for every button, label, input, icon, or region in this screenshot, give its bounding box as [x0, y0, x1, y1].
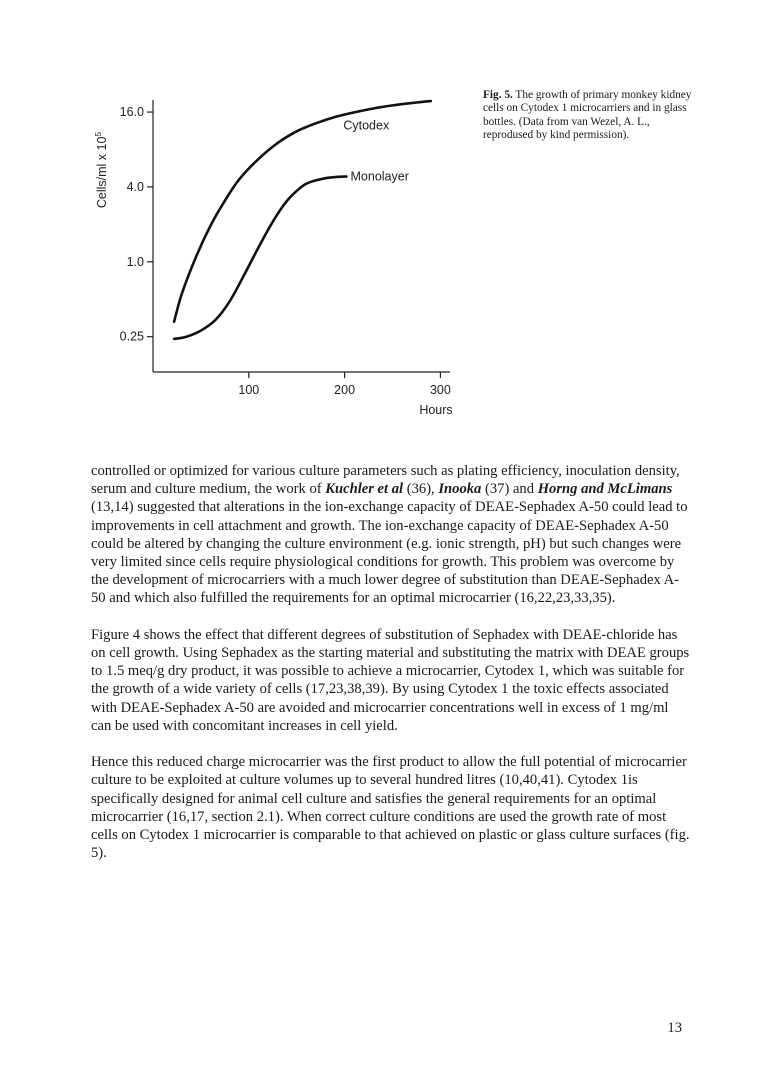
caption-text: The growth of primary monkey kidney cells on Cytodex 1 microcarriers and in glass bottles. (Data from van Wezel, A. L., reprodused by kind permission). — [483, 89, 692, 141]
paragraph-text: controlled or optimized for various culture parameters such as plating efficiency, inoculation density, serum and culture medium, the work of — [91, 463, 680, 498]
author-reference: Horng and McLimans — [537, 481, 673, 498]
y-tick-label: 16.0 — [119, 105, 144, 120]
series-line-monolayer — [174, 177, 346, 339]
body-paragraph — [91, 753, 691, 862]
series-layer — [174, 101, 431, 339]
y-tick-label: 4.0 — [126, 179, 144, 194]
y-axis-ticks — [120, 105, 153, 344]
paragraph-text: Figure 4 shows the effect that different degrees of substitution of Sephadex with DEAE-chloride has on cell growth. Using Sephadex as the starting material and substituting the matrix with DEAE groups to 1.5 meq/g dry product, it was possible to achieve a microcarrier, Cytodex 1, which was suitable for the growth of a wide variety of cells (17,23,38,39). By using Cytodex 1 the toxic effects associated with DEAE-Sephadex A-50 are avoided and microcarrier concentrations well in excess of 1 mg/ml can be used with concomitant increases in cell yield. — [91, 626, 690, 734]
y-tick-label: 1.0 — [126, 254, 144, 269]
growth-chart — [80, 82, 480, 427]
series-line-cytodex — [174, 101, 431, 322]
page-number: 13 — [667, 1020, 682, 1036]
paragraph-text: (36), — [403, 481, 439, 498]
x-axis-label: Hours — [419, 403, 453, 417]
x-axis-ticks — [238, 372, 451, 397]
y-axis-label-exponent: 5 — [93, 131, 103, 137]
paragraph-text: (37) and — [481, 481, 538, 498]
body-text — [91, 462, 691, 881]
author-reference: Inooka — [438, 481, 482, 498]
y-tick-label: 0.25 — [119, 329, 144, 344]
y-axis-label: Cells/ml x 10 — [95, 136, 109, 209]
series-label-cytodex: Cytodex — [343, 118, 390, 133]
paragraph-text: Hence this reduced charge microcarrier was the first product to allow the full potential of microcarrier culture to be exploited at culture volumes up to several hundred litres (10,40,41). Cytodex 1is specifically designed for animal cell culture and satisfies the general requirements for an optimal microcarrier (16,17, section 2.1). When correct culture conditions are used the growth rate of most cells on Cytodex 1 microcarrier is comparable to that achieved on plastic or glass culture surfaces (fig. 5). — [91, 754, 690, 862]
caption-label: Fig. 5. — [483, 89, 513, 101]
figure-caption — [483, 89, 698, 142]
body-paragraph — [91, 626, 691, 735]
author-reference: Kuchler et al — [325, 481, 404, 498]
body-paragraph — [91, 462, 691, 608]
x-tick-label: 100 — [238, 383, 260, 397]
x-tick-label: 200 — [334, 383, 356, 397]
svg-text:Cells/ml x 105 — [93, 132, 109, 209]
paragraph-text: (13,14) suggested that alterations in the ion-exchange capacity of DEAE-Sephadex A-50 could lead to improvements in cell attachment and growth. The ion-exchange capacity of DEAE-Sephadex A-50 could be altered by changing the culture environment (e.g. ionic strength, pH) but such changes were very limited since cells require physiological conditions for growth. This problem was overcome by the development of microcarriers with a much lower degree of substitution than DEAE-Sephadex A-50 and which also fulfilled the requirements for an optimal microcarrier (16,22,23,33,35). — [91, 499, 688, 607]
x-tick-label: 300 — [429, 383, 451, 397]
series-label-monolayer: Monolayer — [350, 169, 409, 184]
y-axis-title — [93, 132, 109, 209]
